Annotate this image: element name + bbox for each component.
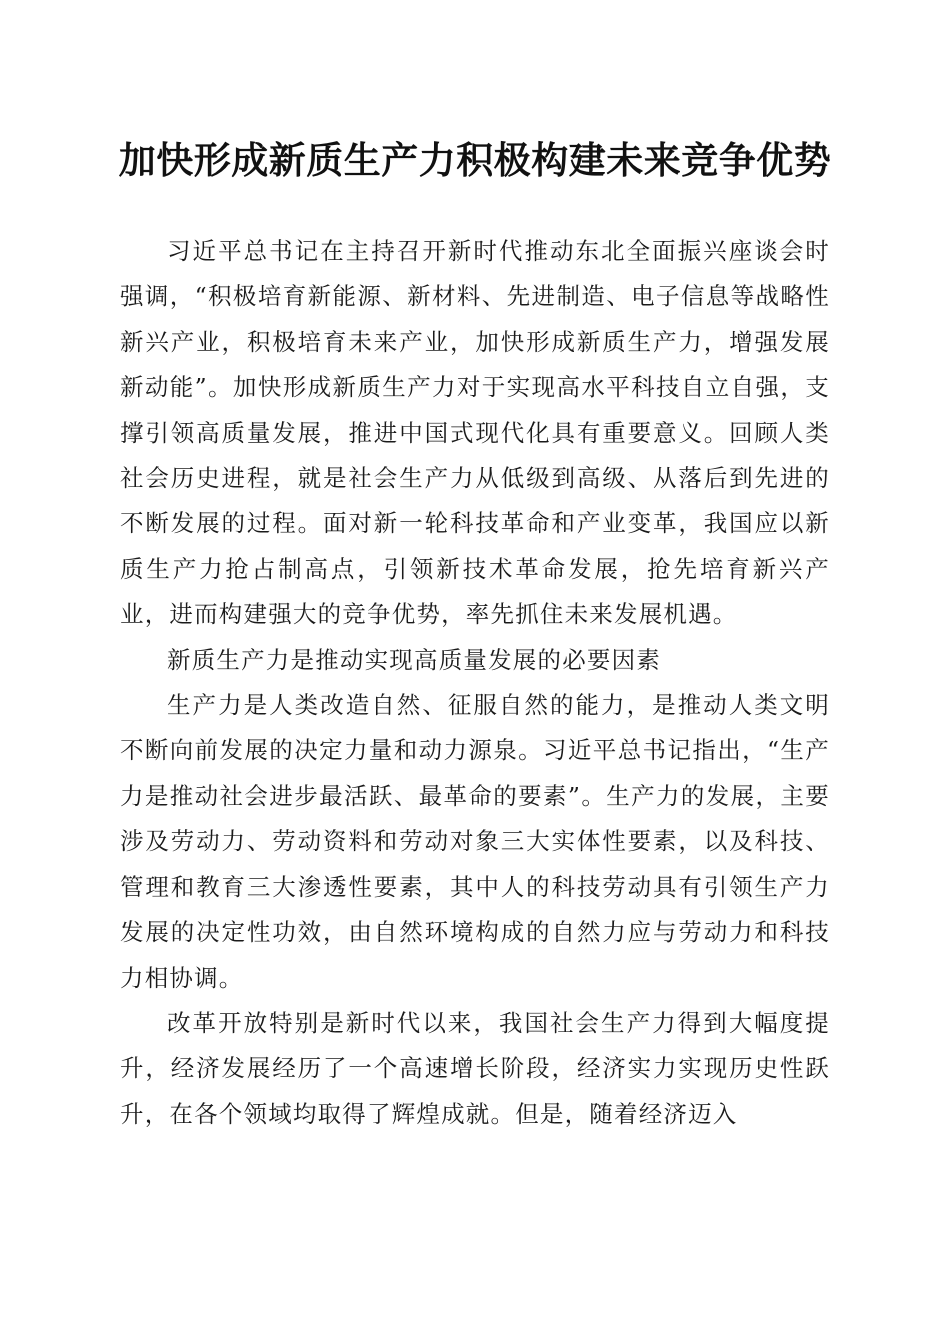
document-title: 加快形成新质生产力积极构建未来竞争优势 (118, 138, 832, 182)
section-heading: 新质生产力是推动实现高质量发展的必要因素 (167, 645, 661, 674)
paragraph-productivity: 生产力是人类改造自然、征服自然的能力，是推动人类文明不断向前发展的决定力量和动力源泉。习近平总书记指出，“生产力是推动社会进步最活跃、最革命的要素”。生产力的发展，主要涉及劳动力、劳动资料和劳动对象三大实体性要素，以及科技、管理和教育三大渗透性要素，其中人的科技劳动具有引领生产力发展的决定性功效，由自然环境构成的自然力应与劳动力和科技力相协调。 (120, 691, 830, 992)
paragraph-reform: 改革开放特别是新时代以来，我国社会生产力得到大幅度提升，经济发展经历了一个高速增长阶段，经济实力实现历史性跃升，在各个领域均取得了辉煌成就。但是，随着经济迈入 (120, 1008, 830, 1128)
paragraph-intro: 习近平总书记在主持召开新时代推动东北全面振兴座谈会时强调，“积极培育新能源、新材料、先进制造、电子信息等战略性新兴产业，积极培育未来产业，加快形成新质生产力，增强发展新动能”。加快形成新质生产力对于实现高水平科技自立自强，支撑引领高质量发展，推进中国式现代化具有重要意义。回顾人类社会历史进程，就是社会生产力从低级到高级、从落后到先进的不断发展的过程。面对新一轮科技革命和产业变革，我国应以新质生产力抢占制高点，引领新技术革命发展，抢先培育新兴产业，进而构建强大的竞争优势，率先抓住未来发展机遇。 (120, 237, 830, 629)
document-body (120, 229, 830, 1137)
